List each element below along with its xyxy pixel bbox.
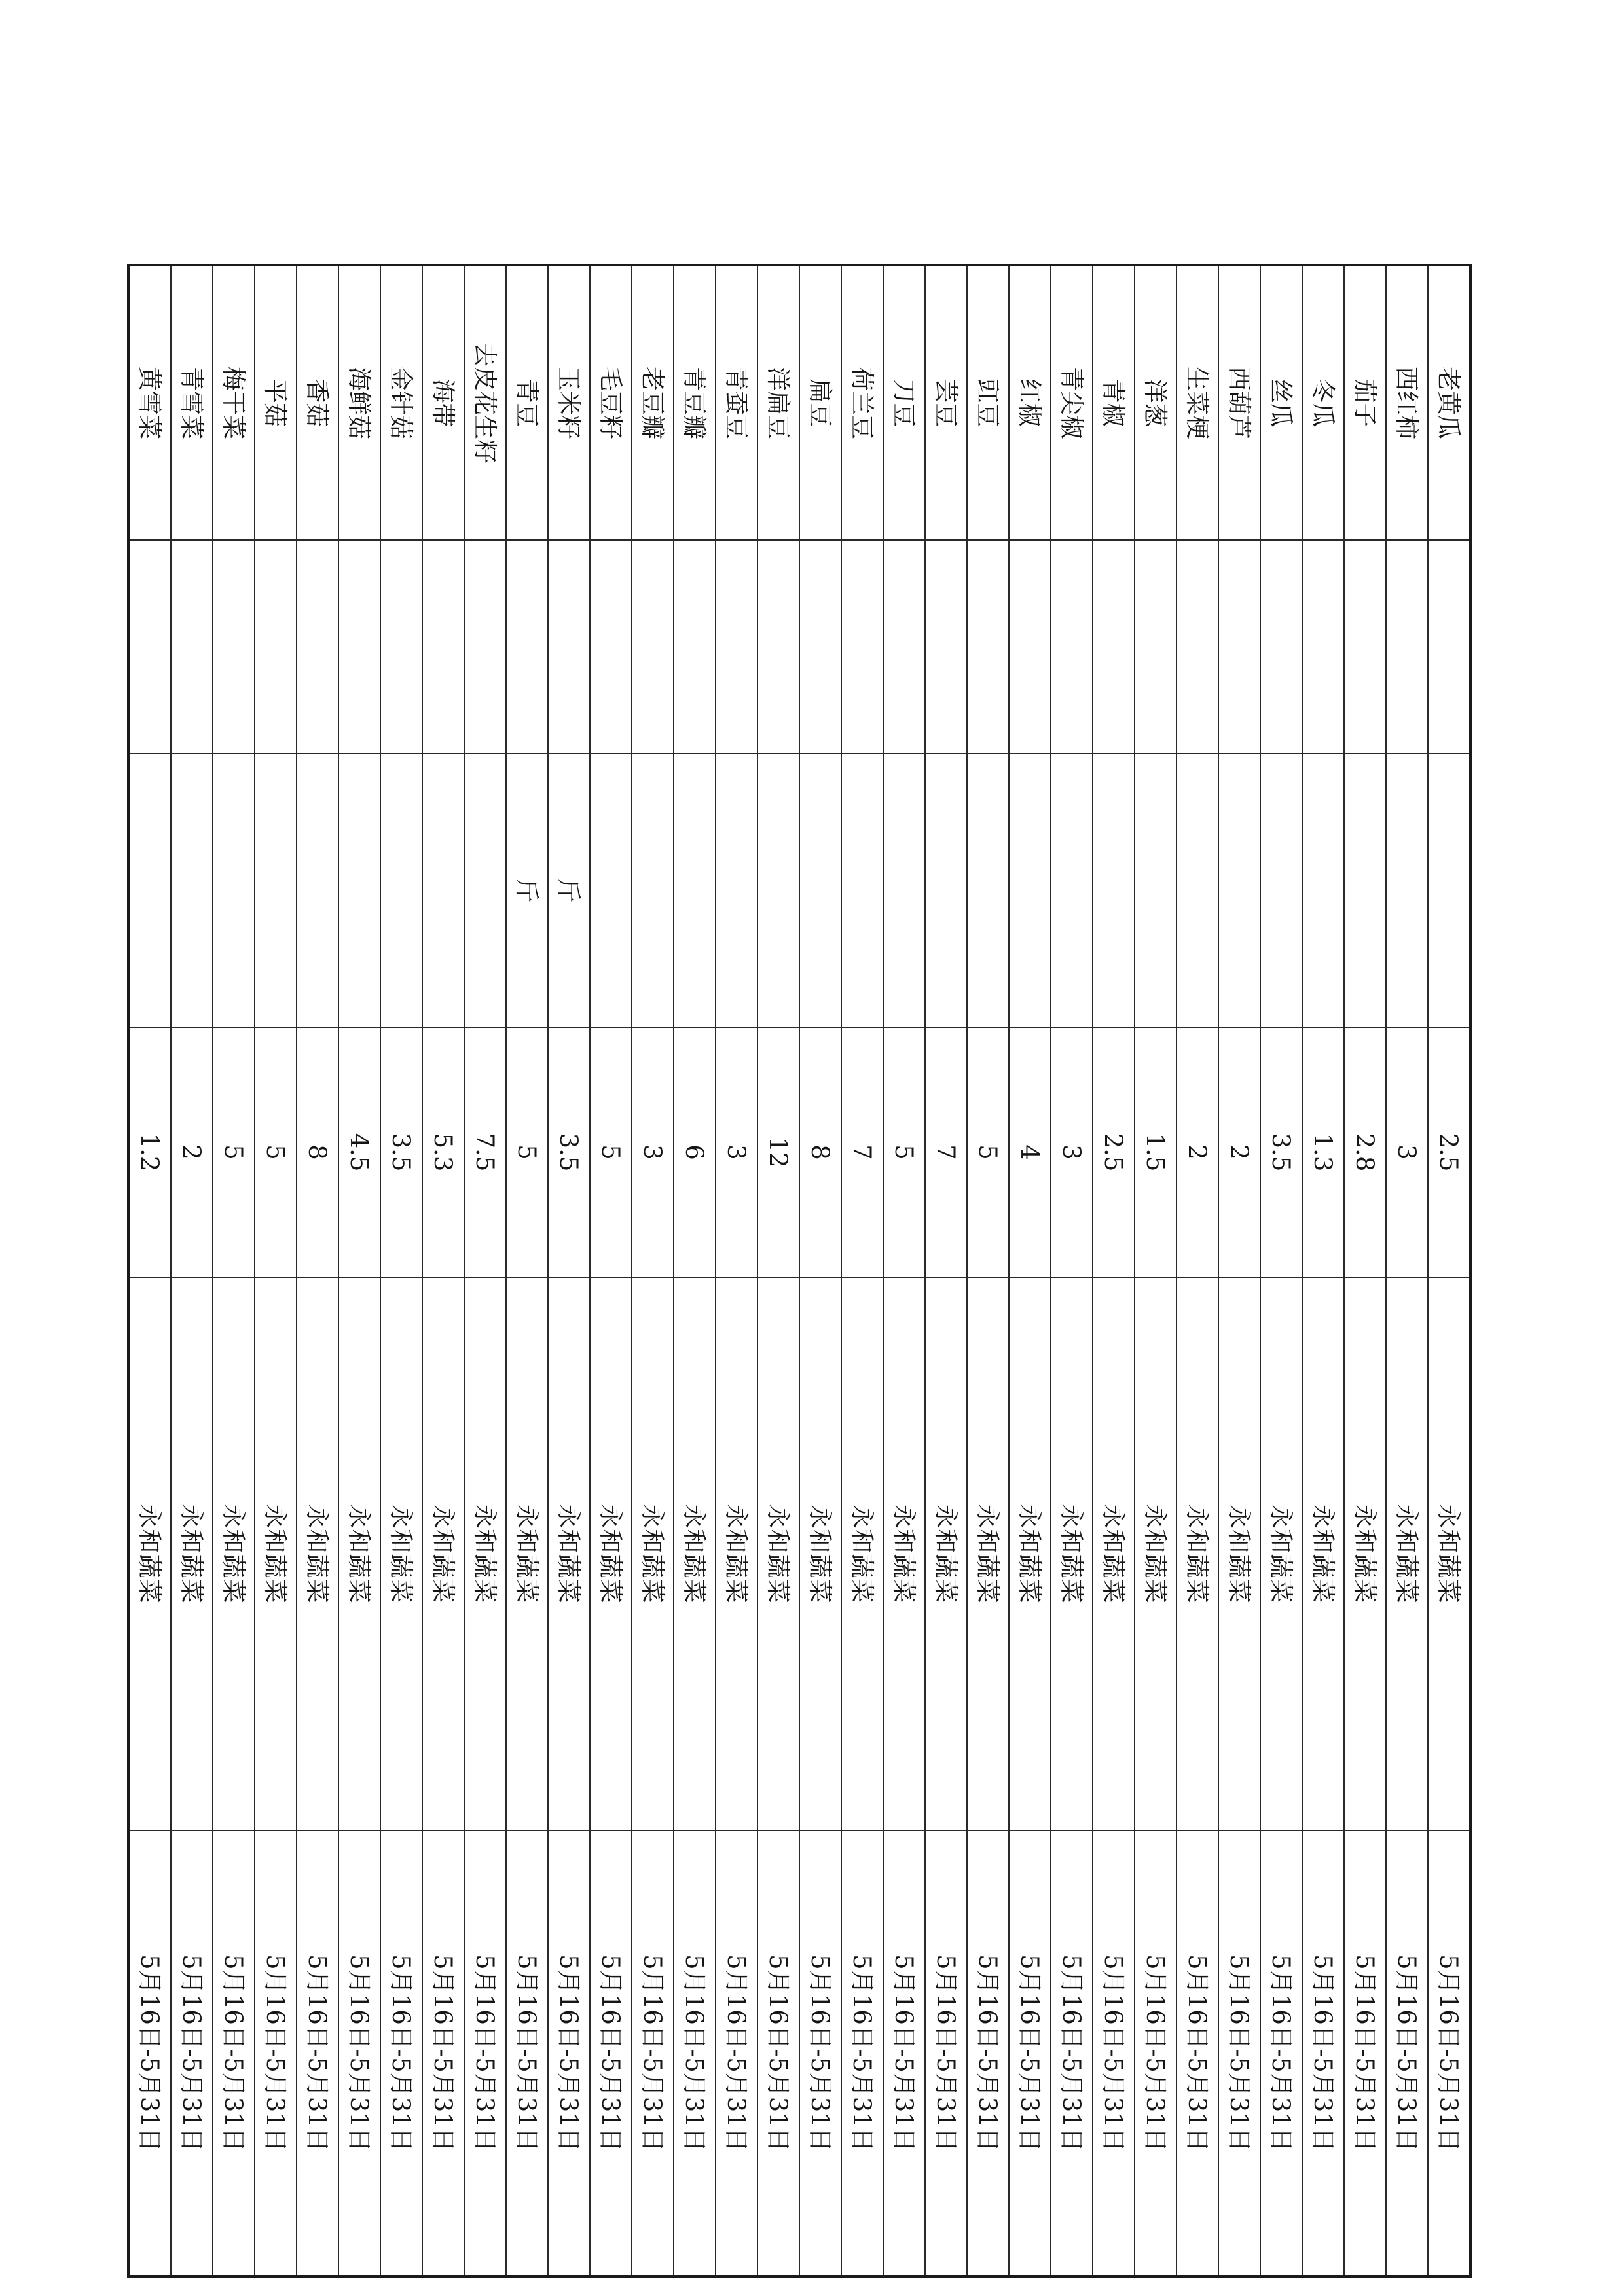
price-cell: 4.5 (338, 1027, 380, 1277)
period-cell: 5月16日-5月31日 (1302, 1831, 1344, 2276)
vendor-cell: 永和蔬菜 (338, 1277, 380, 1831)
period-cell: 5月16日-5月31日 (590, 1831, 632, 2276)
spec-cell (967, 540, 1009, 754)
table-row (1218, 265, 1260, 2276)
spec-cell (883, 540, 925, 754)
period-cell: 5月16日-5月31日 (171, 1831, 213, 2276)
unit-cell (757, 754, 799, 1027)
unit-cell (255, 754, 297, 1027)
price-cell: 2.5 (1428, 1027, 1470, 1277)
table-row (1093, 265, 1135, 2276)
unit-cell: 斤 (506, 754, 548, 1027)
price-cell: 6 (674, 1027, 716, 1277)
unit-cell (380, 754, 422, 1027)
period-cell: 5月16日-5月31日 (1009, 1831, 1051, 2276)
spec-cell (1051, 540, 1093, 754)
unit-cell: 斤 (548, 754, 590, 1027)
spec-cell (674, 540, 716, 754)
spec-cell (1302, 540, 1344, 754)
item-name-cell: 冬瓜 (1302, 265, 1344, 540)
price-cell: 2 (1176, 1027, 1218, 1277)
price-cell: 3 (1386, 1027, 1428, 1277)
vendor-cell: 永和蔬菜 (1051, 1277, 1093, 1831)
period-cell: 5月16日-5月31日 (338, 1831, 380, 2276)
price-table-sheet (136, 264, 1472, 2275)
price-cell: 1.2 (128, 1027, 171, 1277)
spec-cell (799, 540, 841, 754)
item-name-cell: 青豆瓣 (674, 265, 716, 540)
item-name-cell: 洋扁豆 (757, 265, 799, 540)
spec-cell (338, 540, 380, 754)
price-cell: 5 (213, 1027, 255, 1277)
item-name-cell: 香菇 (297, 265, 338, 540)
vendor-cell: 永和蔬菜 (213, 1277, 255, 1831)
vendor-cell: 永和蔬菜 (757, 1277, 799, 1831)
item-name-cell: 海带 (422, 265, 464, 540)
spec-cell (255, 540, 297, 754)
vendor-cell: 永和蔬菜 (506, 1277, 548, 1831)
vendor-cell: 永和蔬菜 (255, 1277, 297, 1831)
unit-cell (1260, 754, 1302, 1027)
unit-cell (171, 754, 213, 1027)
unit-cell (1051, 754, 1093, 1027)
table-row (422, 265, 464, 2276)
vendor-cell: 永和蔬菜 (883, 1277, 925, 1831)
period-cell: 5月16日-5月31日 (422, 1831, 464, 2276)
spec-cell (925, 540, 967, 754)
vendor-cell: 永和蔬菜 (1135, 1277, 1176, 1831)
spec-cell (590, 540, 632, 754)
price-cell: 3.5 (380, 1027, 422, 1277)
period-cell: 5月16日-5月31日 (716, 1831, 757, 2276)
unit-cell (883, 754, 925, 1027)
item-name-cell: 毛豆籽 (590, 265, 632, 540)
item-name-cell: 青豆 (506, 265, 548, 540)
item-name-cell: 西红柿 (1386, 265, 1428, 540)
period-cell: 5月16日-5月31日 (674, 1831, 716, 2276)
unit-cell (716, 754, 757, 1027)
table-row (1386, 265, 1428, 2276)
unit-cell (128, 754, 171, 1027)
spec-cell (422, 540, 464, 754)
table-row (632, 265, 674, 2276)
spec-cell (1135, 540, 1176, 754)
price-cell: 3 (632, 1027, 674, 1277)
item-name-cell: 平菇 (255, 265, 297, 540)
period-cell: 5月16日-5月31日 (464, 1831, 506, 2276)
price-cell: 4 (1009, 1027, 1051, 1277)
price-cell: 7 (925, 1027, 967, 1277)
period-cell: 5月16日-5月31日 (632, 1831, 674, 2276)
price-cell: 5 (883, 1027, 925, 1277)
unit-cell (1218, 754, 1260, 1027)
vendor-cell: 永和蔬菜 (632, 1277, 674, 1831)
unit-cell (1386, 754, 1428, 1027)
vendor-cell: 永和蔬菜 (1344, 1277, 1386, 1831)
period-cell: 5月16日-5月31日 (1093, 1831, 1135, 2276)
vendor-cell: 永和蔬菜 (1428, 1277, 1470, 1831)
unit-cell (967, 754, 1009, 1027)
spec-cell (1428, 540, 1470, 754)
spec-cell (128, 540, 171, 754)
price-cell: 1.5 (1135, 1027, 1176, 1277)
table-row (128, 265, 171, 2276)
item-name-cell: 老黄瓜 (1428, 265, 1470, 540)
table-row (590, 265, 632, 2276)
period-cell: 5月16日-5月31日 (967, 1831, 1009, 2276)
period-cell: 5月16日-5月31日 (757, 1831, 799, 2276)
price-cell: 2 (1218, 1027, 1260, 1277)
table-row (1302, 265, 1344, 2276)
spec-cell (1218, 540, 1260, 754)
vegetable-price-table (127, 264, 1472, 2278)
item-name-cell: 扁豆 (799, 265, 841, 540)
item-name-cell: 西葫芦 (1218, 265, 1260, 540)
vendor-cell: 永和蔬菜 (716, 1277, 757, 1831)
period-cell: 5月16日-5月31日 (380, 1831, 422, 2276)
vendor-cell: 永和蔬菜 (841, 1277, 883, 1831)
vendor-cell: 永和蔬菜 (297, 1277, 338, 1831)
period-cell: 5月16日-5月31日 (213, 1831, 255, 2276)
price-cell: 7.5 (464, 1027, 506, 1277)
period-cell: 5月16日-5月31日 (506, 1831, 548, 2276)
unit-cell (1176, 754, 1218, 1027)
price-cell: 8 (297, 1027, 338, 1277)
item-name-cell: 芸豆 (925, 265, 967, 540)
spec-cell (1386, 540, 1428, 754)
item-name-cell: 荷兰豆 (841, 265, 883, 540)
spec-cell (1344, 540, 1386, 754)
table-row (1428, 265, 1470, 2276)
unit-cell (1135, 754, 1176, 1027)
price-cell: 3.5 (548, 1027, 590, 1277)
table-row (506, 265, 548, 2276)
price-cell: 7 (841, 1027, 883, 1277)
table-body (128, 265, 1470, 2276)
table-row (548, 265, 590, 2276)
price-cell: 2.5 (1093, 1027, 1135, 1277)
price-cell: 5 (967, 1027, 1009, 1277)
period-cell: 5月16日-5月31日 (548, 1831, 590, 2276)
spec-cell (841, 540, 883, 754)
period-cell: 5月16日-5月31日 (925, 1831, 967, 2276)
table-row (255, 265, 297, 2276)
price-cell: 3.5 (1260, 1027, 1302, 1277)
item-name-cell: 洋葱 (1135, 265, 1176, 540)
item-name-cell: 梅干菜 (213, 265, 255, 540)
vendor-cell: 永和蔬菜 (1218, 1277, 1260, 1831)
vendor-cell: 永和蔬菜 (464, 1277, 506, 1831)
period-cell: 5月16日-5月31日 (1260, 1831, 1302, 2276)
item-name-cell: 生菜梗 (1176, 265, 1218, 540)
price-cell: 5 (255, 1027, 297, 1277)
vendor-cell: 永和蔬菜 (128, 1277, 171, 1831)
item-name-cell: 刀豆 (883, 265, 925, 540)
item-name-cell: 黄雪菜 (128, 265, 171, 540)
spec-cell (716, 540, 757, 754)
vendor-cell: 永和蔬菜 (1009, 1277, 1051, 1831)
table-row (1176, 265, 1218, 2276)
vendor-cell: 永和蔬菜 (380, 1277, 422, 1831)
price-cell: 8 (799, 1027, 841, 1277)
vendor-cell: 永和蔬菜 (799, 1277, 841, 1831)
unit-cell (674, 754, 716, 1027)
period-cell: 5月16日-5月31日 (1135, 1831, 1176, 2276)
spec-cell (632, 540, 674, 754)
unit-cell (1093, 754, 1135, 1027)
price-cell: 5 (590, 1027, 632, 1277)
unit-cell (297, 754, 338, 1027)
item-name-cell: 金针菇 (380, 265, 422, 540)
spec-cell (506, 540, 548, 754)
item-name-cell: 老豆瓣 (632, 265, 674, 540)
spec-cell (757, 540, 799, 754)
table-row (464, 265, 506, 2276)
price-cell: 5.3 (422, 1027, 464, 1277)
table-row (213, 265, 255, 2276)
table-row (967, 265, 1009, 2276)
period-cell: 5月16日-5月31日 (799, 1831, 841, 2276)
item-name-cell: 玉米籽 (548, 265, 590, 540)
spec-cell (380, 540, 422, 754)
table-row (1009, 265, 1051, 2276)
spec-cell (297, 540, 338, 754)
spec-cell (548, 540, 590, 754)
vendor-cell: 永和蔬菜 (171, 1277, 213, 1831)
period-cell: 5月16日-5月31日 (1386, 1831, 1428, 2276)
item-name-cell: 海鲜菇 (338, 265, 380, 540)
item-name-cell: 青尖椒 (1051, 265, 1093, 540)
item-name-cell: 青雪菜 (171, 265, 213, 540)
item-name-cell: 豇豆 (967, 265, 1009, 540)
unit-cell (213, 754, 255, 1027)
table-row (171, 265, 213, 2276)
table-row (1135, 265, 1176, 2276)
unit-cell (1428, 754, 1470, 1027)
item-name-cell: 去皮花生籽 (464, 265, 506, 540)
table-row (674, 265, 716, 2276)
item-name-cell: 青椒 (1093, 265, 1135, 540)
period-cell: 5月16日-5月31日 (1051, 1831, 1093, 2276)
vendor-cell: 永和蔬菜 (1386, 1277, 1428, 1831)
unit-cell (632, 754, 674, 1027)
table-row (925, 265, 967, 2276)
spec-cell (1176, 540, 1218, 754)
item-name-cell: 茄子 (1344, 265, 1386, 540)
period-cell: 5月16日-5月31日 (883, 1831, 925, 2276)
spec-cell (1093, 540, 1135, 754)
period-cell: 5月16日-5月31日 (1428, 1831, 1470, 2276)
spec-cell (1009, 540, 1051, 754)
unit-cell (590, 754, 632, 1027)
price-cell: 3 (1051, 1027, 1093, 1277)
table-row (380, 265, 422, 2276)
table-row (757, 265, 799, 2276)
vendor-cell: 永和蔬菜 (967, 1277, 1009, 1831)
table-row (297, 265, 338, 2276)
price-cell: 12 (757, 1027, 799, 1277)
price-cell: 5 (506, 1027, 548, 1277)
item-name-cell: 丝瓜 (1260, 265, 1302, 540)
item-name-cell: 青蚕豆 (716, 265, 757, 540)
spec-cell (1260, 540, 1302, 754)
price-cell: 3 (716, 1027, 757, 1277)
vendor-cell: 永和蔬菜 (1093, 1277, 1135, 1831)
table-row (1344, 265, 1386, 2276)
vendor-cell: 永和蔬菜 (925, 1277, 967, 1831)
spec-cell (213, 540, 255, 754)
table-row (883, 265, 925, 2276)
price-cell: 2 (171, 1027, 213, 1277)
vendor-cell: 永和蔬菜 (422, 1277, 464, 1831)
item-name-cell: 红椒 (1009, 265, 1051, 540)
period-cell: 5月16日-5月31日 (841, 1831, 883, 2276)
unit-cell (1344, 754, 1386, 1027)
table-row (841, 265, 883, 2276)
price-cell: 1.3 (1302, 1027, 1344, 1277)
period-cell: 5月16日-5月31日 (1218, 1831, 1260, 2276)
period-cell: 5月16日-5月31日 (1344, 1831, 1386, 2276)
table-row (1051, 265, 1093, 2276)
table-row (799, 265, 841, 2276)
vendor-cell: 永和蔬菜 (1176, 1277, 1218, 1831)
unit-cell (841, 754, 883, 1027)
unit-cell (422, 754, 464, 1027)
period-cell: 5月16日-5月31日 (1176, 1831, 1218, 2276)
vendor-cell: 永和蔬菜 (1260, 1277, 1302, 1831)
unit-cell (1302, 754, 1344, 1027)
price-cell: 2.8 (1344, 1027, 1386, 1277)
table-row (338, 265, 380, 2276)
table-row (1260, 265, 1302, 2276)
unit-cell (799, 754, 841, 1027)
unit-cell (925, 754, 967, 1027)
spec-cell (464, 540, 506, 754)
vendor-cell: 永和蔬菜 (674, 1277, 716, 1831)
period-cell: 5月16日-5月31日 (255, 1831, 297, 2276)
period-cell: 5月16日-5月31日 (297, 1831, 338, 2276)
vendor-cell: 永和蔬菜 (548, 1277, 590, 1831)
unit-cell (464, 754, 506, 1027)
spec-cell (171, 540, 213, 754)
table-row (716, 265, 757, 2276)
unit-cell (338, 754, 380, 1027)
period-cell: 5月16日-5月31日 (128, 1831, 171, 2276)
vendor-cell: 永和蔬菜 (590, 1277, 632, 1831)
unit-cell (1009, 754, 1051, 1027)
vendor-cell: 永和蔬菜 (1302, 1277, 1344, 1831)
